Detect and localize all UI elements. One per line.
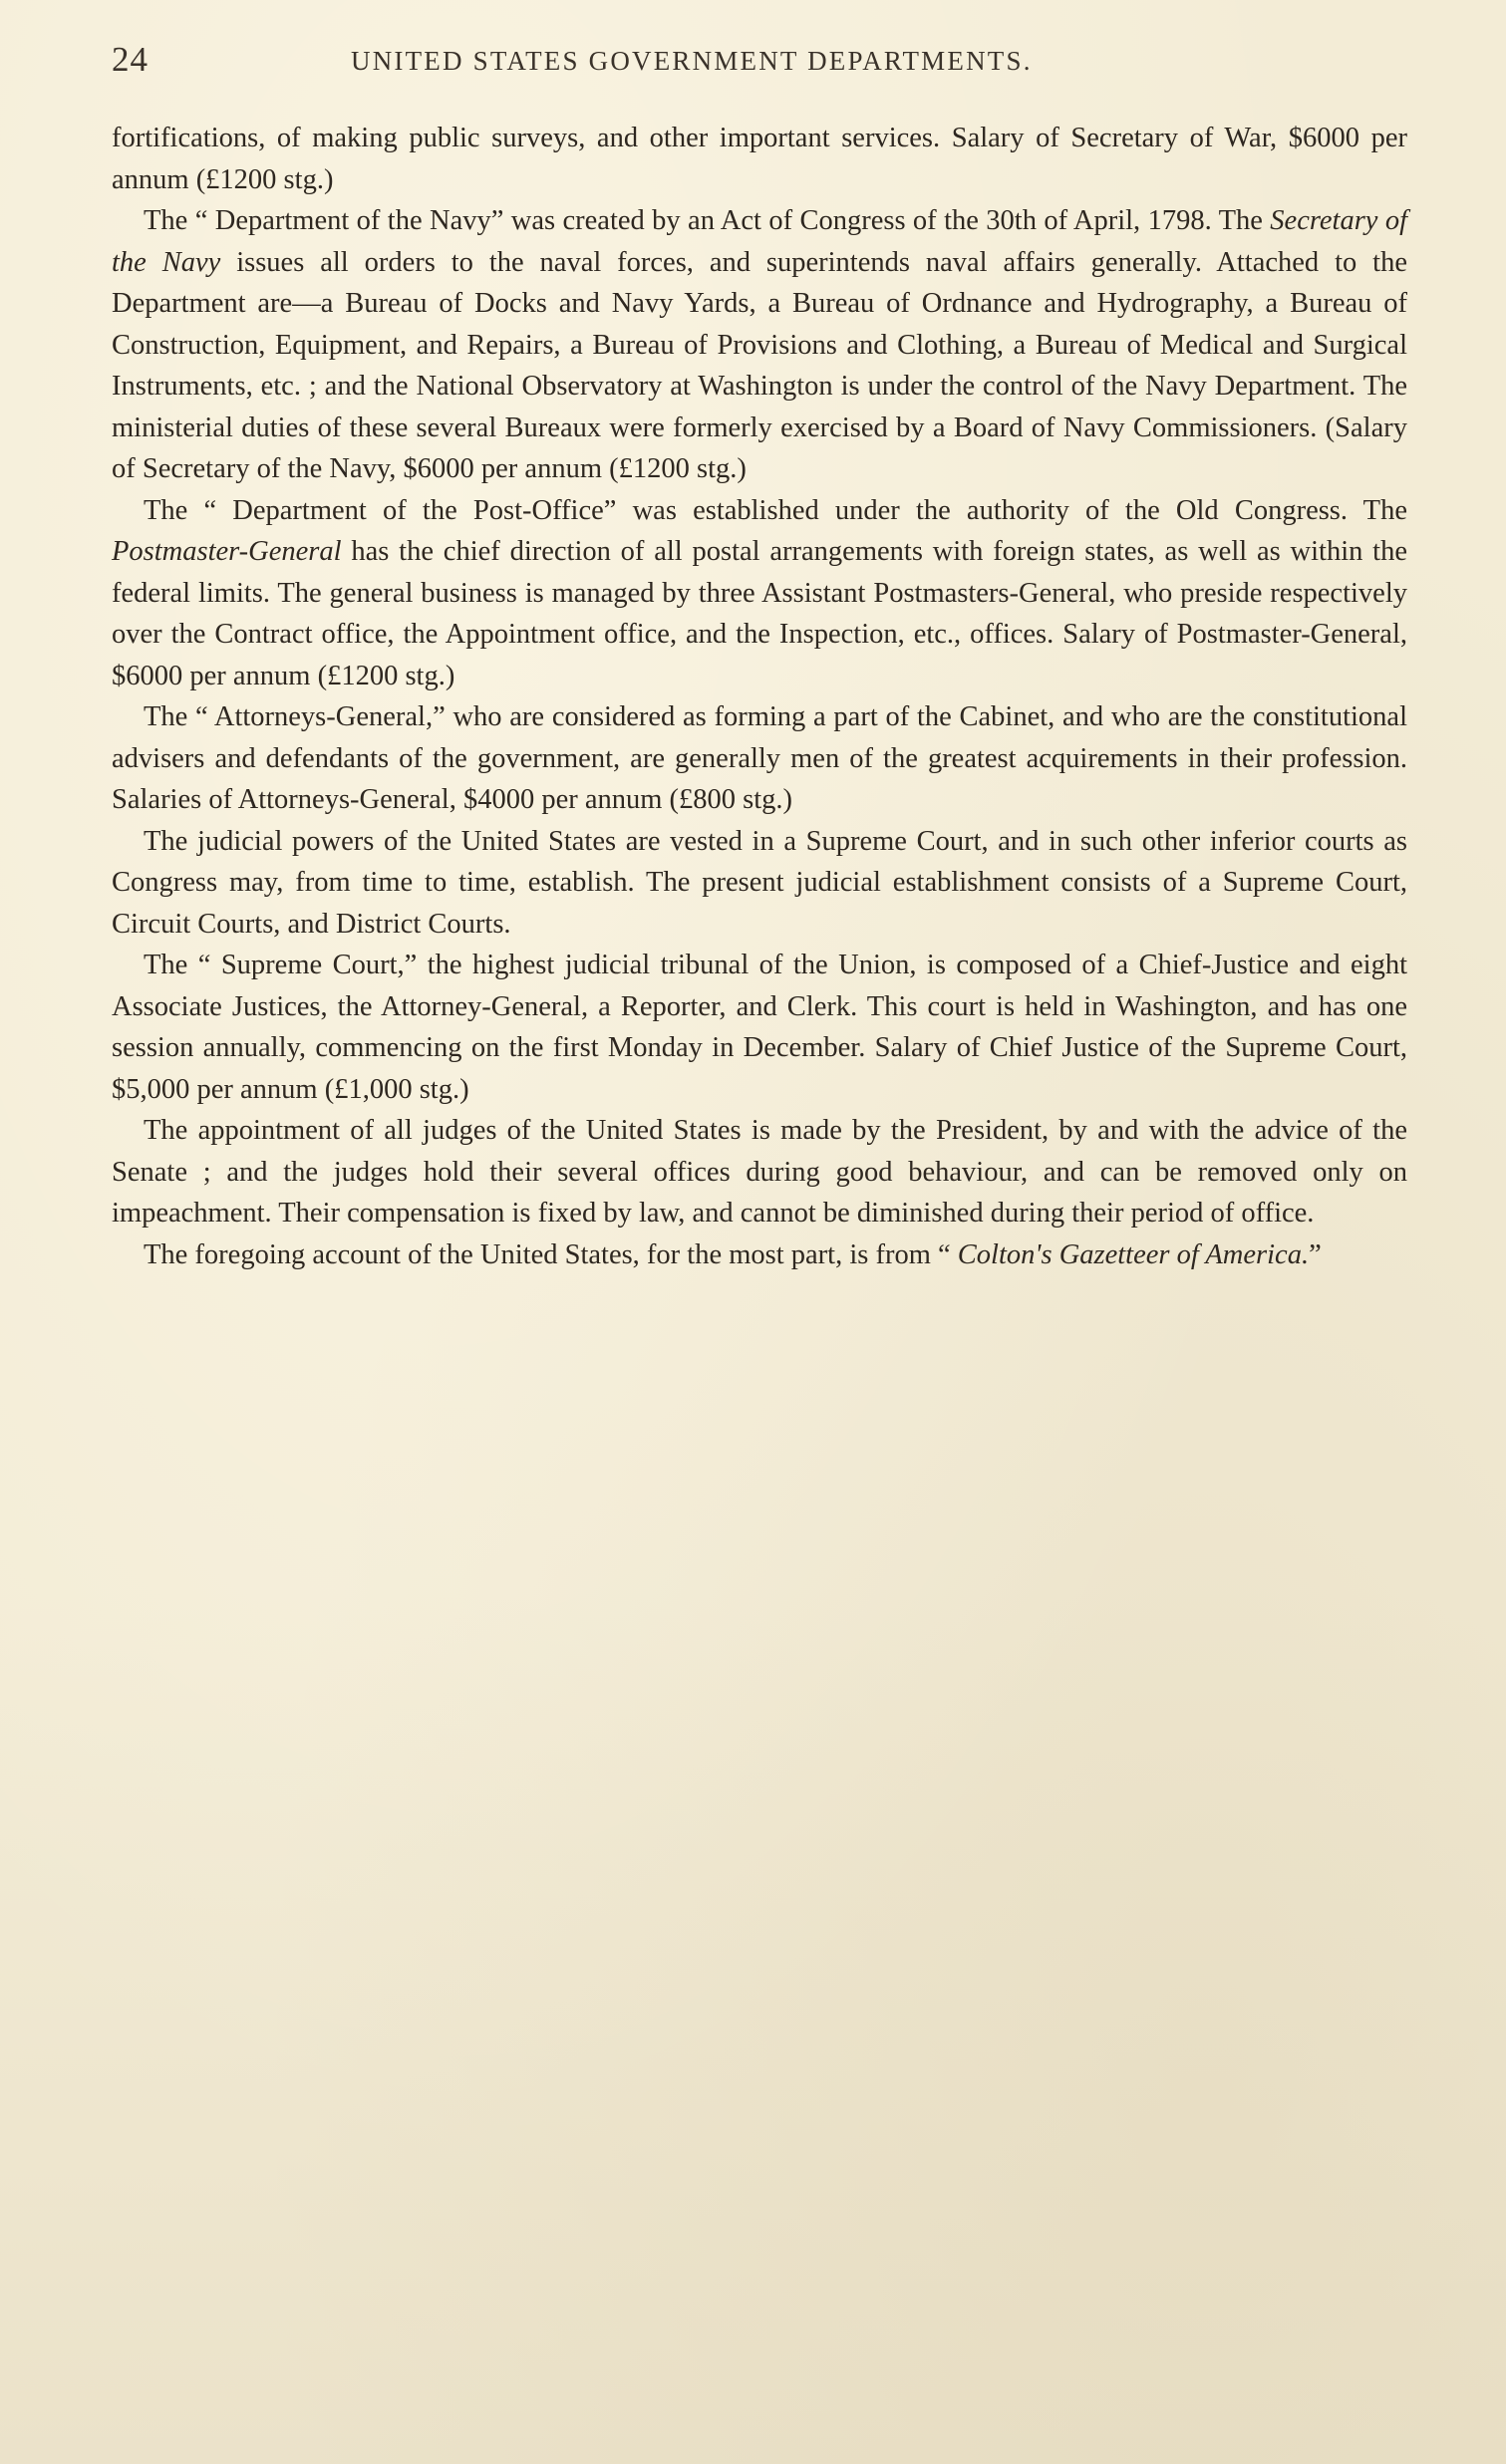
running-head: UNITED STATES GOVERNMENT DEPARTMENTS. xyxy=(351,46,1033,76)
paragraph-text: The “ Attorneys-General,” who are considered as forming a part of the Cabinet, and who are the constitutional advisers and defendants of the government, are generally men of the greatest acquirements in their profession. Salaries of Attorneys-General, $4000 per annum (£800 stg.) xyxy=(112,701,1407,815)
paragraph-text: The “ Department of the Navy” was created by an Act of Congress of the 30th of April, 1798. The xyxy=(144,205,1271,236)
italic-title-secretary-of-navy: Secretary of the Navy xyxy=(112,205,1408,278)
paragraph-source-note xyxy=(112,1234,1407,1276)
paragraph-text: fortifications, of making public surveys, and other important services. Salary of Secretary of War, $6000 per annum (£1200 stg.) xyxy=(112,123,1407,195)
page-header xyxy=(112,40,1407,90)
paragraph-post-office xyxy=(112,490,1407,697)
blank-lower-page xyxy=(0,1594,1506,2464)
paragraph-text: issues all orders to the naval forces, and superintends naval affairs generally. Attached to the Department are—a Bureau of Docks and Navy Yards, a Bureau of Ordnance and Hydrography, a Bureau of Construction, Equipment, and Repairs, a Bureau of Provisions and Clothing, a Bureau of Medical and Surgical Instruments, etc. ; and the National Observatory at Washington is under the control of the Navy Department. The ministerial duties of these several Bureaux were formerly exercised by a Board of Navy Commissioners. (Salary of Secretary of the Navy, $6000 per annum (£1200 stg.) xyxy=(112,246,1407,484)
paragraph-text: The foregoing account of the United States, for the most part, is from “ xyxy=(144,1238,958,1270)
paragraph-text: ” xyxy=(1309,1238,1322,1270)
paragraph-text: has the chief direction of all postal arrangements with foreign states, as well as within the federal limits. The general business is managed by three Assistant Postmasters-General, who preside respectively over the Contract office, the Appointment office, and the Inspection, etc., offices. Salary of Postmaster-General, $6000 per annum (£1200 stg.) xyxy=(112,536,1407,691)
body-text xyxy=(112,118,1407,1275)
paragraph-text: The appointment of all judges of the United States is made by the President, by and with the advice of the Senate ; and the judges hold their several offices during good behaviour, and can be removed only on impeachment. Their compensation is fixed by law, and cannot be diminished during their period of office. xyxy=(112,1115,1407,1229)
italic-source-title: Colton's Gazetteer of America. xyxy=(957,1238,1310,1270)
paragraph-attorneys-general xyxy=(112,696,1407,821)
paragraph-navy-department xyxy=(112,200,1407,490)
page-number: 24 xyxy=(112,40,149,79)
paragraph-text: The “ Supreme Court,” the highest judicial tribunal of the Union, is composed of a Chief-Justice and eight Associate Justices, the Attorney-General, a Reporter, and Clerk. This court is held in Washington, and has one session annually, commencing on the first Monday in December. Salary of Chief Justice of the Supreme Court, $5,000 per annum (£1,000 stg.) xyxy=(112,950,1407,1105)
paragraph-text: The judicial powers of the United States are vested in a Supreme Court, and in such other inferior courts as Congress may, from time to time, establish. The present judicial establishment consists of a Supreme Court, Circuit Courts, and District Courts. xyxy=(112,825,1407,940)
paragraph-judicial-powers xyxy=(112,821,1407,946)
paragraph-judge-appointments xyxy=(112,1110,1407,1234)
paragraph-war-salary xyxy=(112,118,1407,200)
italic-title-postmaster-general: Postmaster-General xyxy=(112,536,342,567)
paragraph-supreme-court xyxy=(112,945,1407,1110)
paragraph-text: The “ Department of the Post-Office” was established under the authority of the Old Congress. The xyxy=(144,494,1407,526)
